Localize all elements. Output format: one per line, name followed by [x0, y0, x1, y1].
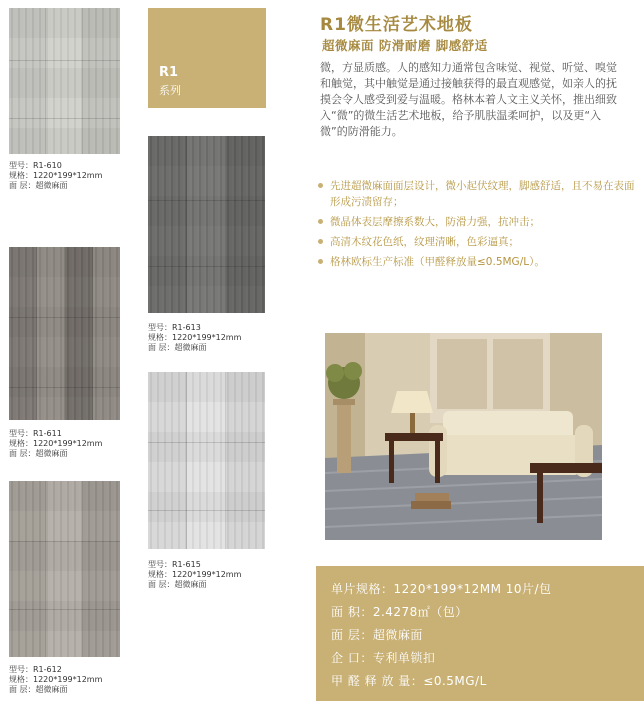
sample-size: 规格：1220*199*12mm [148, 333, 242, 342]
sample-spec-r1-612 [9, 665, 102, 695]
room-scene-illustration [325, 333, 602, 540]
room-scene-photo [325, 333, 602, 540]
product-subtitle: 超微麻面 防滑耐磨 脚感舒适 [322, 38, 488, 53]
bullet-icon [318, 219, 323, 224]
feature-text: 高清木纹花色纸，纹理清晰，色彩逼真； [330, 236, 519, 248]
sample-swatch-r1-613 [148, 136, 265, 313]
sample-swatch-r1-611 [9, 247, 120, 420]
sample-spec-r1-610 [9, 161, 102, 191]
sample-surface: 面 层：超微麻面 [148, 343, 207, 352]
spec-area: 面 积：2.4278㎡（包） [331, 605, 468, 619]
sample-size: 规格：1220*199*12mm [9, 171, 103, 180]
sample-spec-r1-611 [9, 429, 102, 459]
sample-model: 型号：R1-613 [148, 323, 201, 332]
feature-item [316, 178, 636, 210]
sample-spec-r1-613 [148, 323, 241, 353]
feature-text: 先进超微麻面面层设计，微小起伏纹理，脚感舒适，且不易在表面形成污渍留存； [330, 180, 635, 208]
series-name: 系列 [159, 84, 181, 97]
series-code: R1 [159, 65, 179, 80]
bullet-icon [318, 183, 323, 188]
feature-item [316, 214, 636, 230]
sample-surface: 面 层：超微麻面 [9, 181, 68, 190]
sample-surface: 面 层：超微麻面 [9, 449, 68, 458]
feature-list [316, 178, 636, 270]
product-title: R1微生活艺术地板 [320, 15, 473, 35]
feature-text: 微晶体表层摩擦系数大，防滑力强，抗冲击； [330, 216, 540, 228]
bullet-icon [318, 239, 323, 244]
sample-swatch-r1-612 [9, 481, 120, 657]
sample-model: 型号：R1-611 [9, 429, 62, 438]
spec-formaldehyde: 甲 醛 释 放 量：≤0.5MG/L [331, 674, 487, 688]
sample-swatch-r1-615 [148, 372, 265, 549]
product-intro: 微，方显质感。人的感知力通常包含味觉、视觉、听觉、嗅觉和触觉，其中触觉是通过接触获得的最直观感觉，如亲人的抚摸会令人感受到爱与温暖。格林本着人文主义关怀，推出细致入“微”的微生活艺术地板，给予肌肤温柔呵护，以及更“入微”的防滑能力。 [320, 61, 617, 138]
spec-size: 单片规格：1220*199*12MM 10片/包 [331, 582, 552, 596]
sample-model: 型号：R1-615 [148, 560, 201, 569]
sample-size: 规格：1220*199*12mm [9, 439, 103, 448]
feature-item [316, 254, 636, 270]
sample-surface: 面 层：超微麻面 [9, 685, 68, 694]
sample-model: 型号：R1-612 [9, 665, 62, 674]
feature-text: 格林欧标生产标准（甲醛释放量≤0.5MG/L）。 [330, 256, 545, 268]
sample-size: 规格：1220*199*12mm [9, 675, 103, 684]
feature-item [316, 234, 636, 250]
sample-model: 型号：R1-610 [9, 161, 62, 170]
sample-size: 规格：1220*199*12mm [148, 570, 242, 579]
sample-spec-r1-615 [148, 560, 241, 590]
bullet-icon [318, 259, 323, 264]
spec-joint: 企 口：专利单锁扣 [331, 651, 436, 665]
sample-surface: 面 层：超微麻面 [148, 580, 207, 589]
sample-swatch-r1-610 [9, 8, 120, 154]
spec-surface: 面 层：超微麻面 [331, 628, 423, 642]
